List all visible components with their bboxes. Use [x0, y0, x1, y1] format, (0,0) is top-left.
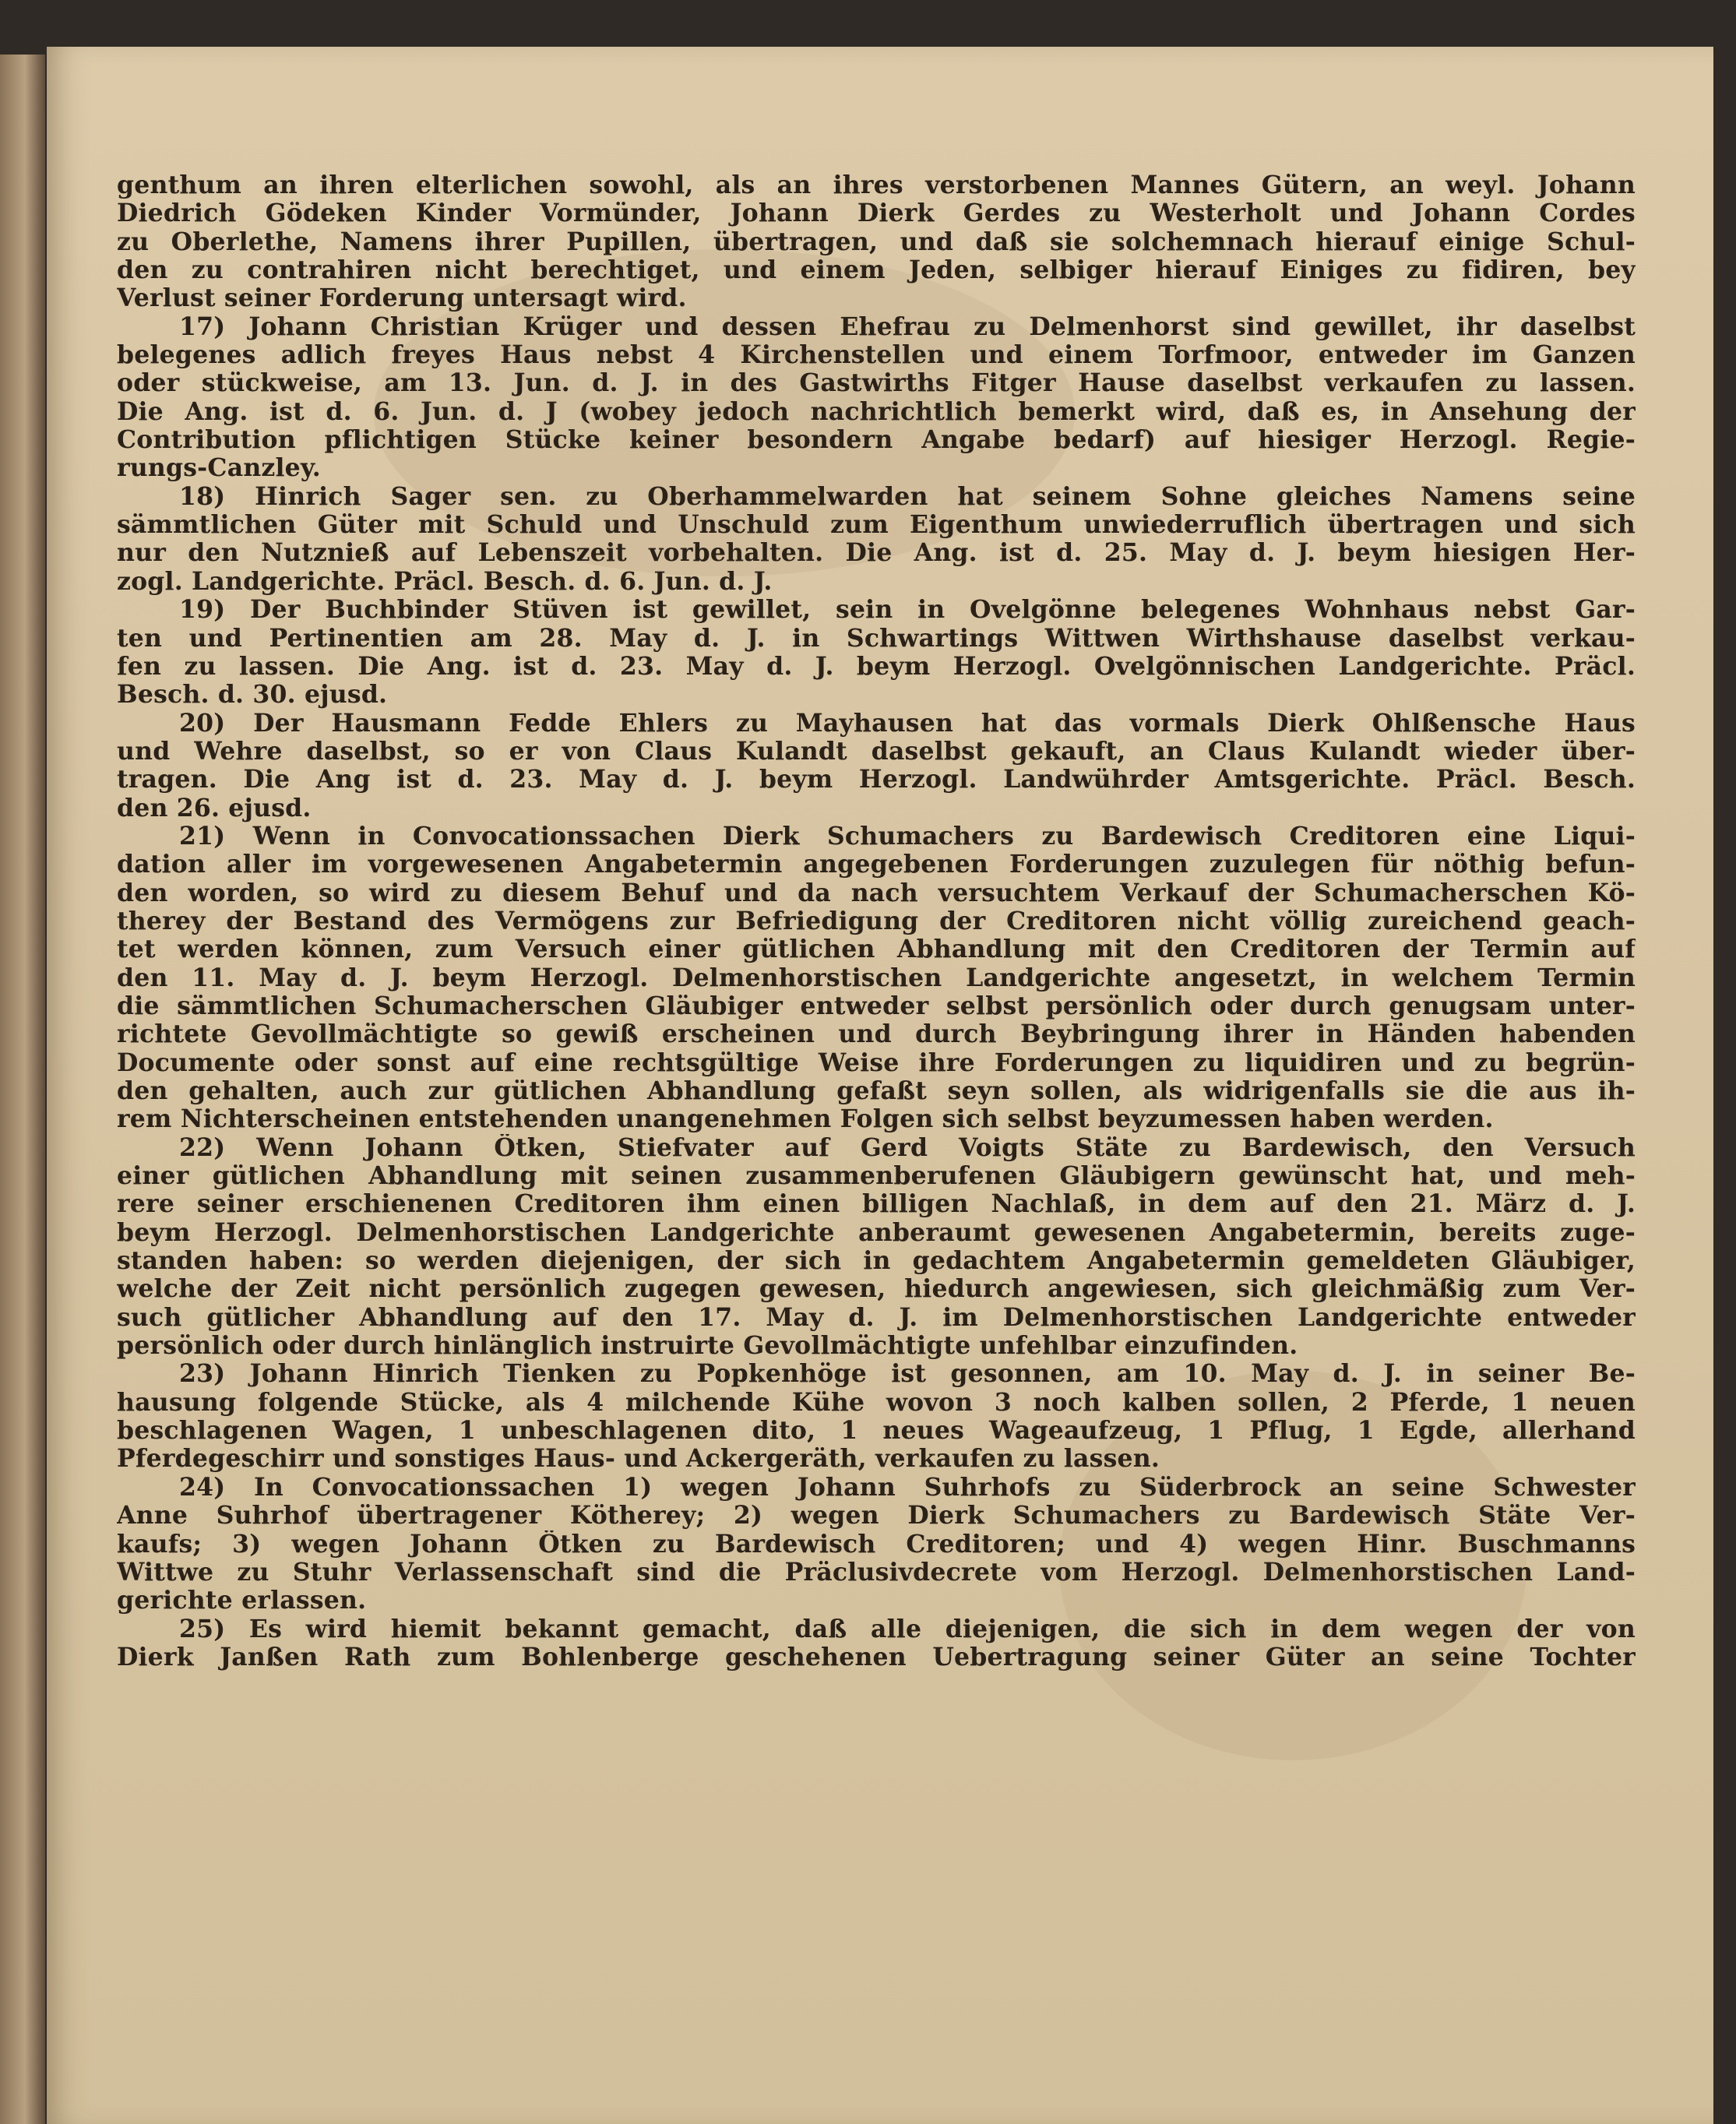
text-line: rere seiner erschienenen Creditoren ihm einen billigen Nachlaß, in dem auf den 21. März d. J.: [117, 1190, 1636, 1219]
text-line: genthum an ihren elterlichen sowohl, als an ihres verstorbenen Mannes Gütern, an weyl. Johann: [117, 171, 1636, 199]
text-line: einer gütlichen Abhandlung mit seinen zusammenberufenen Gläubigern gewünscht hat, und meh-: [117, 1162, 1636, 1191]
text-line: therey der Bestand des Vermögens zur Befriedigung der Creditoren nicht völlig zureichend geach-: [117, 907, 1636, 935]
text-line: Die Ang. ist d. 6. Jun. d. J (wobey jedoch nachrichtlich bemerkt wird, daß es, in Ansehung der: [117, 397, 1636, 426]
text-line: Anne Suhrhof übertragener Kötherey; 2) wegen Dierk Schumachers zu Bardewisch Stäte Ver-: [117, 1502, 1636, 1530]
text-line: ten und Pertinentien am 28. May d. J. in Schwartings Wittwen Wirthshause daselbst verkau-: [117, 624, 1636, 653]
text-line: kaufs; 3) wegen Johann Ötken zu Bardewisch Creditoren; und 4) wegen Hinr. Buschmanns: [117, 1530, 1636, 1559]
text-line: zu Oberlethe, Namens ihrer Pupillen, übertragen, und daß sie solchemnach hierauf einige Schul-: [117, 227, 1636, 256]
text-line: rungs-Canzley.: [117, 454, 321, 483]
text-line: den 11. May d. J. beym Herzogl. Delmenhorstischen Landgerichte angesetzt, in welchem Termin: [117, 963, 1636, 992]
text-line: Verlust seiner Forderung untersagt wird.: [117, 284, 687, 313]
text-line: beschlagenen Wagen, 1 unbeschlagenen dito, 1 neues Wageaufzeug, 1 Pflug, 1 Egde, allerhand: [117, 1417, 1636, 1446]
document-page: [47, 47, 1713, 2124]
text-line: 25) Es wird hiemit bekannt gemacht, daß alle diejenigen, die sich in dem wegen der von: [179, 1615, 1636, 1643]
text-line: such gütlicher Abhandlung auf den 17. May d. J. im Delmenhorstischen Landgerichte entweder: [117, 1303, 1636, 1332]
text-line: richtete Gevollmächtigte so gewiß erscheinen und durch Beybringung ihrer in Händen habenden: [117, 1020, 1636, 1049]
text-line: 18) Hinrich Sager sen. zu Oberhammelwarden hat seinem Sohne gleiches Namens seine: [179, 482, 1636, 511]
text-line: beym Herzogl. Delmenhorstischen Landgerichte anberaumt gewesenen Angabetermin, bereits zuge-: [117, 1218, 1636, 1247]
text-line: Documente oder sonst auf eine rechtsgültige Weise ihre Forderungen zu liquidiren und zu begrün-: [117, 1048, 1636, 1077]
text-line: 22) Wenn Johann Ötken, Stiefvater auf Gerd Voigts Stäte zu Bardewisch, den Versuch: [179, 1133, 1636, 1162]
text-line: Diedrich Gödeken Kinder Vormünder, Johann Dierk Gerdes zu Westerholt und Johann Cordes: [117, 199, 1636, 228]
book-spine-edge: [0, 55, 45, 2124]
text-line: oder stückweise, am 13. Jun. d. J. in des Gastwirths Fitger Hause daselbst verkaufen zu lassen.: [117, 369, 1636, 398]
text-line: Besch. d. 30. ejusd.: [117, 681, 388, 710]
text-line: hausung folgende Stücke, als 4 milchende Kühe wovon 3 noch kalben sollen, 2 Pferde, 1 neuen: [117, 1388, 1636, 1417]
text-line: Wittwe zu Stuhr Verlassenschaft sind die Präclusivdecrete vom Herzogl. Delmenhorstischen Land-: [117, 1558, 1636, 1587]
text-line: dation aller im vorgewesenen Angabetermin angegebenen Forderungen zuzulegen für nöthig befun-: [117, 851, 1636, 879]
text-line: 17) Johann Christian Krüger und dessen Ehefrau zu Delmenhorst sind gewillet, ihr daselbst: [179, 312, 1636, 341]
text-line: tet werden können, zum Versuch einer gütlichen Abhandlung mit den Creditoren der Termin auf: [117, 935, 1636, 964]
text-line: belegenes adlich freyes Haus nebst 4 Kirchenstellen und einem Torfmoor, entweder im Ganzen: [117, 341, 1636, 370]
text-line: Dierk Janßen Rath zum Bohlenberge geschehenen Uebertragung seiner Güter an seine Tochter: [117, 1643, 1636, 1671]
text-line: 24) In Convocationssachen 1) wegen Johann Suhrhofs zu Süderbrock an seine Schwester: [179, 1473, 1636, 1502]
text-line: den 26. ejusd.: [117, 794, 312, 822]
text-line: persönlich oder durch hinlänglich instruirte Gevollmächtigte unfehlbar einzufinden.: [117, 1332, 1298, 1361]
text-line: nur den Nutznieß auf Lebenszeit vorbehalten. Die Ang. ist d. 25. May d. J. beym hiesigen Her-: [117, 539, 1636, 568]
text-line: sämmtlichen Güter mit Schuld und Unschuld zum Eigenthum unwiederruflich übertragen und sich: [117, 511, 1636, 540]
text-line: den gehalten, auch zur gütlichen Abhandlung gefaßt seyn sollen, als widrigenfalls sie die aus ih-: [117, 1077, 1636, 1105]
text-line: 23) Johann Hinrich Tienken zu Popkenhöge ist gesonnen, am 10. May d. J. in seiner Be-: [179, 1360, 1636, 1389]
text-line: 20) Der Hausmann Fedde Ehlers zu Mayhausen hat das vormals Dierk Ohlßensche Haus: [179, 709, 1636, 738]
text-line: die sämmtlichen Schumacherschen Gläubiger entweder selbst persönlich oder durch genugsam unter-: [117, 992, 1636, 1020]
text-line: und Wehre daselbst, so er von Claus Kulandt daselbst gekauft, an Claus Kulandt wieder über-: [117, 737, 1636, 766]
text-line: Pferdegeschirr und sonstiges Haus- und Ackergeräth, verkaufen zu lassen.: [117, 1445, 1160, 1474]
text-line: 19) Der Buchbinder Stüven ist gewillet, sein in Ovelgönne belegenes Wohnhaus nebst Gar-: [179, 596, 1636, 625]
text-line: 21) Wenn in Convocationssachen Dierk Schumachers zu Bardewisch Creditoren eine Liqui-: [179, 822, 1636, 851]
text-line: rem Nichterscheinen entstehenden unangenehmen Folgen sich selbst beyzumessen haben werden.: [117, 1105, 1494, 1134]
text-line: den worden, so wird zu diesem Behuf und da nach versuchtem Verkauf der Schumacherschen Kö-: [117, 879, 1636, 907]
text-line: welche der Zeit nicht persönlich zugegen gewesen, hiedurch angewiesen, sich gleichmäßig zum Ver-: [117, 1275, 1636, 1304]
document-text: [117, 171, 1636, 1671]
text-line: tragen. Die Ang ist d. 23. May d. J. beym Herzogl. Landwührder Amtsgerichte. Präcl. Besch.: [117, 766, 1636, 794]
text-line: fen zu lassen. Die Ang. ist d. 23. May d. J. beym Herzogl. Ovelgönnischen Landgerichte. Präcl.: [117, 652, 1636, 681]
text-line: standen haben: so werden diejenigen, der sich in gedachtem Angabetermin gemeldeten Gläubiger,: [117, 1247, 1636, 1276]
text-line: den zu contrahiren nicht berechtiget, und einem Jeden, selbiger hierauf Einiges zu fidiren, bey: [117, 256, 1636, 285]
text-line: gerichte erlassen.: [117, 1587, 367, 1615]
text-line: Contribution pflichtigen Stücke keiner besondern Angabe bedarf) auf hiesiger Herzogl. Regie-: [117, 426, 1636, 455]
text-line: zogl. Landgerichte. Präcl. Besch. d. 6. Jun. d. J.: [117, 567, 773, 596]
